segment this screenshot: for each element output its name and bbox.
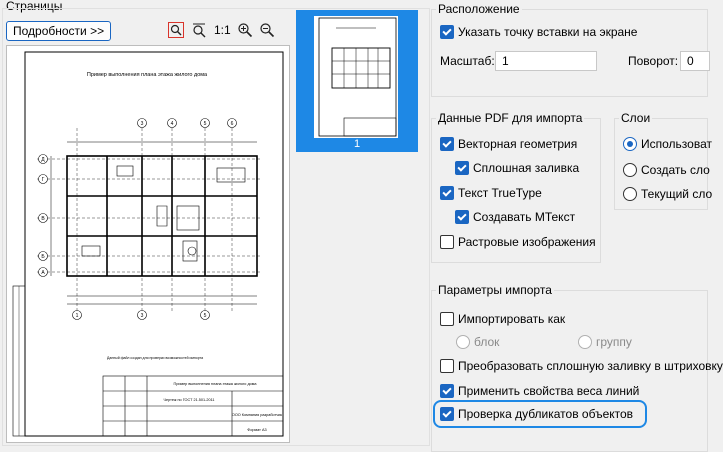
zoom-out-icon[interactable] <box>259 22 275 38</box>
scale-label: Масштаб: <box>440 54 495 68</box>
convert-fill-checkbox[interactable]: Преобразовать сплошную заливку в штриховку <box>440 359 723 373</box>
zoom-actual-button[interactable]: 1:1 <box>214 23 231 37</box>
svg-text:3: 3 <box>140 121 144 127</box>
zoom-in-icon[interactable] <box>237 22 253 38</box>
stamp-title: Пример выполнения плана этажа жилого дома <box>173 382 257 386</box>
apply-lineweight-checkbox[interactable]: Применить свойства веса линий <box>440 384 639 398</box>
specify-on-screen-checkbox[interactable] <box>440 25 637 39</box>
svg-text:3: 3 <box>140 313 144 319</box>
layers-use-radio[interactable]: Использоват <box>623 137 712 151</box>
axis-a-label: Д <box>41 157 45 163</box>
svg-text:1: 1 <box>75 313 79 319</box>
drawing-preview <box>7 46 289 442</box>
page-thumbnail[interactable] <box>296 10 418 152</box>
vector-geometry-checkbox[interactable]: Векторная геометрия <box>440 137 577 151</box>
thumbnail-sheet <box>314 16 398 138</box>
raster-images-checkbox[interactable]: Растровые изображения <box>440 235 596 249</box>
layers-create-radio[interactable]: Создать сло <box>623 163 710 177</box>
svg-text:5: 5 <box>203 313 207 319</box>
svg-text:4: 4 <box>170 121 174 127</box>
specify-on-screen-label: Указать точку вставки на экране <box>458 25 638 39</box>
solid-fill-checkbox[interactable]: Сплошная заливка <box>455 161 579 175</box>
svg-text:5: 5 <box>203 121 207 127</box>
thumbnail-page-number: 1 <box>353 138 361 150</box>
location-group-title: Расположение <box>438 2 520 16</box>
drawing-note: Данный файл создан для проверки возможностей импорта <box>107 356 204 360</box>
scale-input[interactable]: 1 <box>495 51 597 71</box>
svg-text:6: 6 <box>230 121 234 127</box>
create-mtext-checkbox[interactable]: Создавать МТекст <box>455 210 575 224</box>
axis-v-label: В <box>41 216 45 222</box>
details-button[interactable]: Подробности >> <box>6 21 111 41</box>
import-as-block-radio[interactable]: блок <box>456 335 499 349</box>
rotation-label: Поворот: <box>628 54 679 68</box>
truetype-text-checkbox[interactable]: Текст TrueType <box>440 186 542 200</box>
layers-group-title: Слои <box>621 111 651 125</box>
import-as-group-radio[interactable]: группу <box>578 335 632 349</box>
axis-g-label: Б <box>41 254 45 260</box>
axis-d-label: А <box>41 270 45 276</box>
layers-current-radio[interactable]: Текущий сло <box>623 187 712 201</box>
stamp-org: ООО Компания разработчик <box>231 413 283 417</box>
zoom-extents-icon[interactable] <box>191 22 207 38</box>
check-duplicates-checkbox[interactable]: Проверка дубликатов объектов <box>440 407 633 421</box>
rotation-input[interactable]: 0 <box>680 51 710 71</box>
stamp-format: Формат А3 <box>247 428 267 432</box>
axis-b-label: Г <box>41 177 45 183</box>
import-as-checkbox[interactable]: Импортировать как <box>440 312 565 326</box>
zoom-window-icon[interactable] <box>168 22 184 38</box>
pdf-data-group-title: Данные PDF для импорта <box>438 111 583 125</box>
stamp-standard: Чертеж по ГОСТ 21.501-2011 <box>163 398 215 402</box>
import-params-group-title: Параметры импорта <box>438 283 552 297</box>
page-preview[interactable] <box>6 45 290 443</box>
specify-on-screen-box[interactable] <box>440 25 454 39</box>
drawing-main-title: Пример выполнения плана этажа жилого дома <box>86 72 208 78</box>
pages-group-title: Страницы <box>6 0 63 13</box>
